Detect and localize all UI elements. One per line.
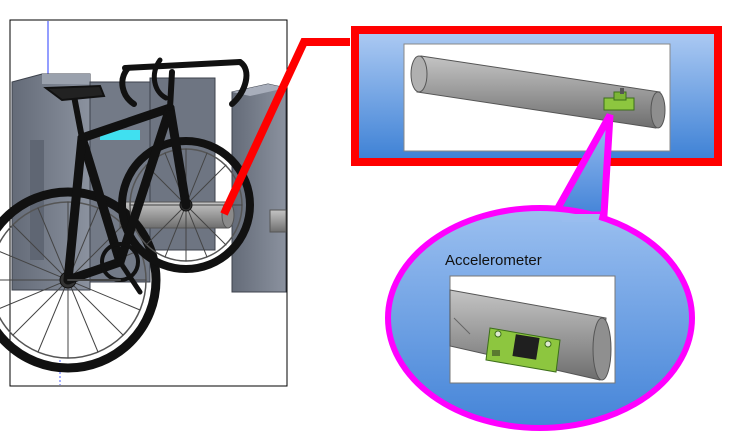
bar-detail-callout [355, 30, 718, 162]
accelerometer-label: Accelerometer [445, 252, 542, 269]
bike-rack-view [0, 20, 350, 386]
